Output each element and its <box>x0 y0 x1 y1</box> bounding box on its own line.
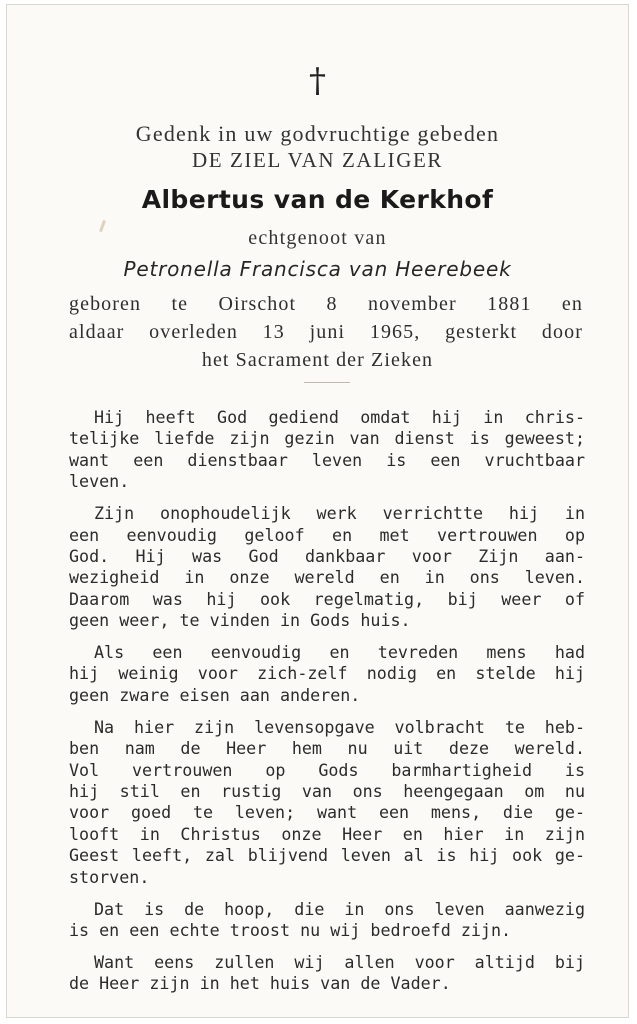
paragraph <box>69 407 585 493</box>
divider <box>304 382 350 383</box>
text-line: geen weer, te vinden in Gods huis. <box>69 610 411 631</box>
text-line: looft in Christus onze Heer en hier in zijn <box>69 823 585 844</box>
text-line: Na hier zijn levensopgave volbracht te heb- <box>94 716 585 737</box>
text-line: Als een eenvoudig en tevreden mens had <box>94 642 585 663</box>
paragraph <box>69 952 585 995</box>
text-line: telijke liefde zijn gezin van dienst is geweest; <box>69 428 585 449</box>
text-line: Zijn onophoudelijk werk verrichtte hij in <box>94 503 585 524</box>
memorial-card <box>6 4 629 1018</box>
text-line: Geest leeft, zal blijvend leven al is hij ook ge- <box>69 845 585 866</box>
paragraph <box>69 717 585 888</box>
text-line: is en een echte troost nu wij bedroefd zijn. <box>69 919 512 940</box>
text-line: Hij heeft God gediend omdat hij in chris- <box>94 407 585 427</box>
text-line: leven. <box>69 471 130 492</box>
text-line: hij stil en rustig van ons heengegaan om nu <box>69 781 585 802</box>
deceased-name: Albertus van de Kerkhof <box>141 185 494 214</box>
text-line: Want eens zullen wij allen voor altijd bij <box>94 951 585 972</box>
soul-line: DE ZIEL VAN ZALIGER <box>191 148 444 172</box>
text-line: een eenvoudig geloof en met vertrouwen op <box>69 524 585 545</box>
text-line: voor goed te leven; want een mens, die ge- <box>69 802 585 823</box>
memorial-text <box>69 407 585 1005</box>
text-line: hij weinig voor zich-zelf nodig en stelde hij <box>69 663 585 684</box>
text-line: ben nam de Heer hem nu uit deze wereld. <box>69 738 585 759</box>
spouse-name: Petronella Francisca van Heerebeek <box>123 257 512 281</box>
text-line: de Heer zijn in het huis van de Vader. <box>69 973 451 994</box>
text-line: storven. <box>69 866 150 887</box>
text-line: Dat is de hoop, die in ons leven aanwezig <box>94 898 585 919</box>
death-line: aldaar overleden 13 juni 1965, gesterkt door <box>69 321 583 343</box>
intro-line: Gedenk in uw godvruchtige gebeden <box>135 121 500 146</box>
cross-icon: † <box>309 61 326 101</box>
paragraph <box>69 503 585 631</box>
birth-line: geboren te Oirschot 8 november 1881 en <box>69 293 583 315</box>
sacrament-line: het Sacrament der Zieken <box>201 349 434 371</box>
text-line: Vol vertrouwen op Gods barmhartigheid is <box>69 759 585 780</box>
text-line: geen zware eisen aan anderen. <box>69 684 361 705</box>
text-line: want een dienstbaar leven is een vruchtbaar <box>69 449 585 470</box>
text-line: God. Hij was God dankbaar voor Zijn aan- <box>69 545 585 566</box>
spouse-of-line: echtgenoot van <box>248 227 387 249</box>
paragraph <box>69 899 585 942</box>
text-line: Daarom was hij ook regelmatig, bij weer of <box>69 588 585 609</box>
text-line: wezigheid in onze wereld en in ons leven. <box>69 567 585 588</box>
paragraph <box>69 642 585 706</box>
